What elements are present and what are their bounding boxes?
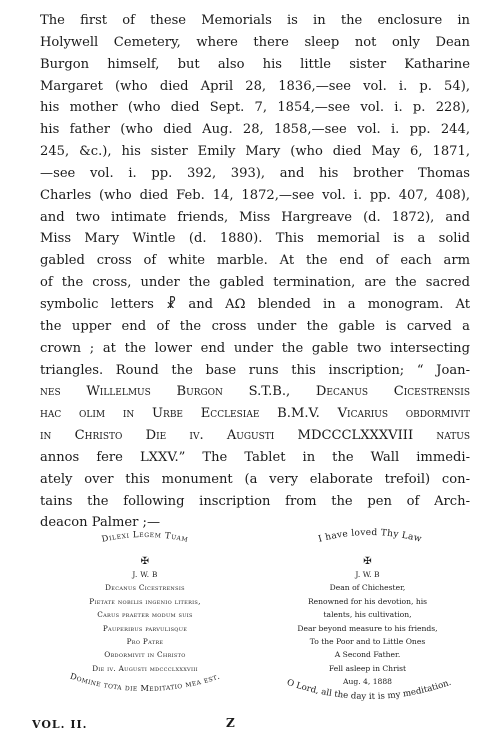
text-line: The first of these Memorials is in the enclosure in (40, 13, 470, 28)
left-top-arc (55, 520, 235, 560)
signature-mark: Z (226, 716, 235, 730)
text-line: tains the following inscription from the pen of Arch- (40, 493, 470, 509)
text-line: ately over this monument (a very elaborate trefoil) con- (40, 471, 470, 487)
text-line: symbolic letters ☧ and AΩ blended in a monogram. At (40, 296, 470, 312)
left-bottom-arc (40, 664, 250, 708)
text-line: his mother (who died Sept. 7, 1854,—see vol. i. p. 228), (40, 100, 470, 116)
text-line: in Christo Die iv. Augusti MDCCCLXXXVIII natus (40, 428, 470, 444)
svg-text:Domine tota die Meditatio mea (69, 671, 221, 693)
text-line: Charles (who died Feb. 14, 1872,—see vol. i. pp. 407, 408), (40, 187, 470, 203)
text-line: and two intimate friends, Miss Hargreave (d. 1872), and (40, 209, 470, 225)
cross-icon: ✠ (140, 556, 150, 567)
inscription-line: To the Poor and to Little Ones (309, 637, 426, 647)
inscription-line: A Second Father. (334, 650, 401, 660)
text-line: of the cross, under the gabled termination, are the sacred (40, 275, 470, 291)
inscription-line: Decanus Cicestrensis (105, 583, 185, 593)
body-paragraph (26, 10, 470, 534)
text-line: 245, &c.), his sister Emily Mary (who died May 6, 1871, (40, 144, 470, 160)
right-bottom-arc (262, 674, 476, 718)
inscription-line: Fell asleep in Christ (328, 663, 407, 673)
right-inscription (265, 556, 470, 689)
text-line: Miss Mary Wintle (d. 1880). This memorial is a solid (40, 231, 470, 247)
right-top-arc-text: I have loved Thy Law (317, 527, 423, 545)
cross-icon: ✠ (363, 556, 372, 567)
text-line: crown ; at the lower end under the gable two intersecting (40, 340, 470, 356)
inscription-line: Obdormivit in Christo (104, 650, 186, 660)
text-line: his father (who died Aug. 28, 1858,—see vol. i. pp. 244, (40, 122, 470, 138)
left-inscription (40, 556, 250, 675)
right-top-arc (280, 518, 460, 558)
text-line: —see vol. i. pp. 392, 393), and his brother Thomas (40, 165, 470, 181)
left-top-arc-text: Dilexi Legem Tuam (100, 529, 190, 545)
inscription-line: Dear beyond measure to his friends, (297, 623, 438, 633)
text-line: Margaret (who died April 28, 1836,—see vol. i. p. 54), (40, 78, 470, 94)
paragraph-text (26, 10, 470, 534)
text-line: deacon Palmer ;— (40, 515, 161, 531)
text-line: annos fere LXXV.” The Tablet in the Wall immedi- (40, 449, 470, 465)
text-line: Holywell Cemetery, where there sleep not only Dean (40, 34, 470, 50)
right-bottom-arc-text: O Lord, all the day it is my meditation. (285, 677, 453, 703)
inscription-line: Pietate nobilis ingenio literis, (89, 596, 201, 606)
inscription-line: J. W. B (132, 570, 158, 579)
text-line: triangles. Round the base runs this inscription; “ Joan- (40, 362, 470, 378)
inscription-line: Die iv. Augusti mdccclxxxviii (92, 663, 198, 673)
inscription-line: Renowned for his devotion, his (307, 596, 428, 606)
inscription-line: talents, his cultivation, (323, 610, 412, 620)
inscription-line: J. W. B (355, 570, 380, 579)
text-line: the upper end of the cross under the gable is carved a (40, 318, 470, 334)
text-line: Burgon himself, but also his little sister Katharine (40, 56, 470, 72)
volume-label: VOL. II. (32, 718, 88, 731)
inscription-line: Aug. 4, 1888 (342, 677, 393, 687)
inscription-line: Pro Patre (126, 637, 164, 647)
inscription-line: Dean of Chichester, (329, 583, 406, 593)
svg-text:Dilexi Legem Tuam (101, 530, 189, 545)
svg-text:O Lord, all the day it is my m (285, 678, 452, 702)
svg-text:I have loved Thy Law (317, 528, 422, 545)
text-line: hac olim in Urbe Ecclesiae B.M.V. Vicarius obdormivit (40, 406, 470, 422)
text-line: nes Willelmus Burgon S.T.B., Decanus Cicestrensis (40, 384, 470, 400)
left-bottom-arc-text: Domine tota die Meditatio mea est. (68, 670, 222, 694)
inscription-line: Carus praeter modum suis (97, 610, 193, 620)
inscription-line: Pauperibus parvulisque (102, 623, 188, 633)
text-line: gabled cross of white marble. At the end of each arm (40, 253, 470, 269)
